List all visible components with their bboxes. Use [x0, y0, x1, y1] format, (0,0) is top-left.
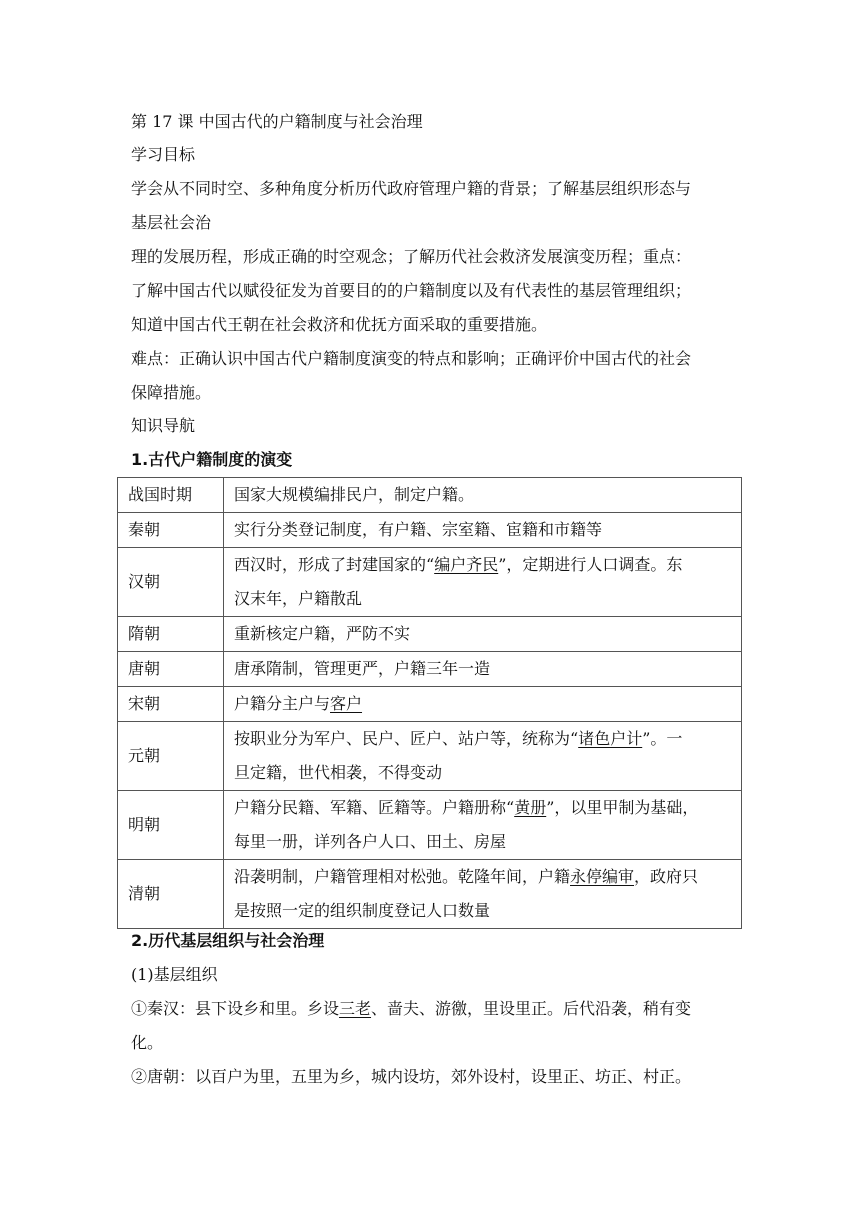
description-text: 国家大规模编排民户，制定户籍。: [234, 485, 475, 504]
difficulty-line: 难点：正确认识中国古代户籍制度演变的特点和影响；正确评价中国古代的社会: [131, 349, 692, 368]
description-cell: [224, 860, 742, 929]
description-text: 西汉时，形成了封建国家的“: [234, 555, 435, 574]
underlined-keyword: 客户: [330, 694, 363, 713]
underlined-keyword: 编户齐民: [434, 555, 499, 574]
table-row: [118, 513, 742, 548]
keyword-san-lao: 三老: [339, 999, 372, 1018]
description-text: ，政府只: [634, 867, 699, 886]
description-cell: [224, 687, 742, 722]
nav-heading: 知识导航: [131, 416, 196, 435]
description-text: 实行分类登记制度，有户籍、宗室籍、宦籍和市籍等: [234, 520, 603, 539]
subsection-heading: (1)基层组织: [131, 965, 218, 984]
table-row: [118, 687, 742, 722]
objective-line: 基层社会治: [131, 213, 212, 232]
era-cell: 秦朝: [118, 513, 224, 548]
description-text: 按职业分为军户、民户、匠户、站户等，统称为“: [234, 729, 579, 748]
era-cell: 元朝: [118, 722, 224, 791]
era-cell: 清朝: [118, 860, 224, 929]
description-text: 是按照一定的组织制度登记人口数量: [234, 901, 491, 920]
objective-line: 知道中国古代王朝在社会救济和优抚方面采取的重要措施。: [131, 315, 548, 334]
household-registration-table: [117, 477, 742, 929]
description-text: 每里一册，详列各户人口、田土、房屋: [234, 832, 507, 851]
era-cell: 明朝: [118, 791, 224, 860]
description-cell: [224, 652, 742, 687]
description-text: ”。一: [642, 729, 683, 748]
underlined-keyword: 诸色户计: [578, 729, 643, 748]
lesson-title: 第 17 课 中国古代的户籍制度与社会治理: [131, 112, 423, 131]
table-row: [118, 860, 742, 929]
description-text: 户籍分主户与: [234, 694, 331, 713]
objective-line: 了解中国古代以赋役征发为首要目的的户籍制度以及有代表性的基层管理组织；: [131, 281, 692, 300]
description-text: 沿袭明制，户籍管理相对松弛。乾隆年间，户籍: [234, 867, 571, 886]
era-cell: 汉朝: [118, 548, 224, 617]
description-cell: [224, 791, 742, 860]
paragraph-qin-han: ①秦汉：县下设乡和里。乡设三老、啬夫、游徼，里设里正。后代沿袭，稍有变: [131, 999, 692, 1018]
table-row: [118, 548, 742, 617]
era-cell: 唐朝: [118, 652, 224, 687]
description-text: 重新核定户籍，严防不实: [234, 624, 411, 643]
table-row: [118, 478, 742, 513]
table-row: [118, 722, 742, 791]
table-row: [118, 617, 742, 652]
underlined-keyword: 永停编审: [570, 867, 635, 886]
description-cell: [224, 513, 742, 548]
description-text: ”，定期进行人口调查。东: [498, 555, 683, 574]
description-text: 旦定籍，世代相袭，不得变动: [234, 763, 443, 782]
era-cell: 战国时期: [118, 478, 224, 513]
section1-heading: 1.古代户籍制度的演变: [131, 450, 293, 469]
description-cell: [224, 617, 742, 652]
description-text: 唐承隋制，管理更严，户籍三年一造: [234, 659, 491, 678]
paragraph-qin-han-cont: 化。: [131, 1033, 164, 1052]
paragraph-tang: ②唐朝：以百户为里，五里为乡，城内设坊，郊外设村，设里正、坊正、村正。: [131, 1067, 692, 1086]
objective-line: 理的发展历程，形成正确的时空观念；了解历代社会救济发展演变历程；重点：: [131, 247, 692, 266]
section2-heading: 2.历代基层组织与社会治理: [131, 931, 325, 950]
description-cell: [224, 548, 742, 617]
description-cell: [224, 478, 742, 513]
objective-line: 学会从不同时空、多种角度分析历代政府管理户籍的背景；了解基层组织形态与: [131, 179, 692, 198]
description-text: 户籍分民籍、军籍、匠籍等。户籍册称“: [234, 798, 515, 817]
underlined-keyword: 黄册: [514, 798, 547, 817]
difficulty-line: 保障措施。: [131, 383, 212, 402]
table-row: [118, 791, 742, 860]
era-cell: 宋朝: [118, 687, 224, 722]
description-text: 汉末年，户籍散乱: [234, 589, 363, 608]
objectives-heading: 学习目标: [131, 145, 196, 164]
description-text: ”，以里甲制为基础，: [546, 798, 699, 817]
table-row: [118, 652, 742, 687]
era-cell: 隋朝: [118, 617, 224, 652]
description-cell: [224, 722, 742, 791]
